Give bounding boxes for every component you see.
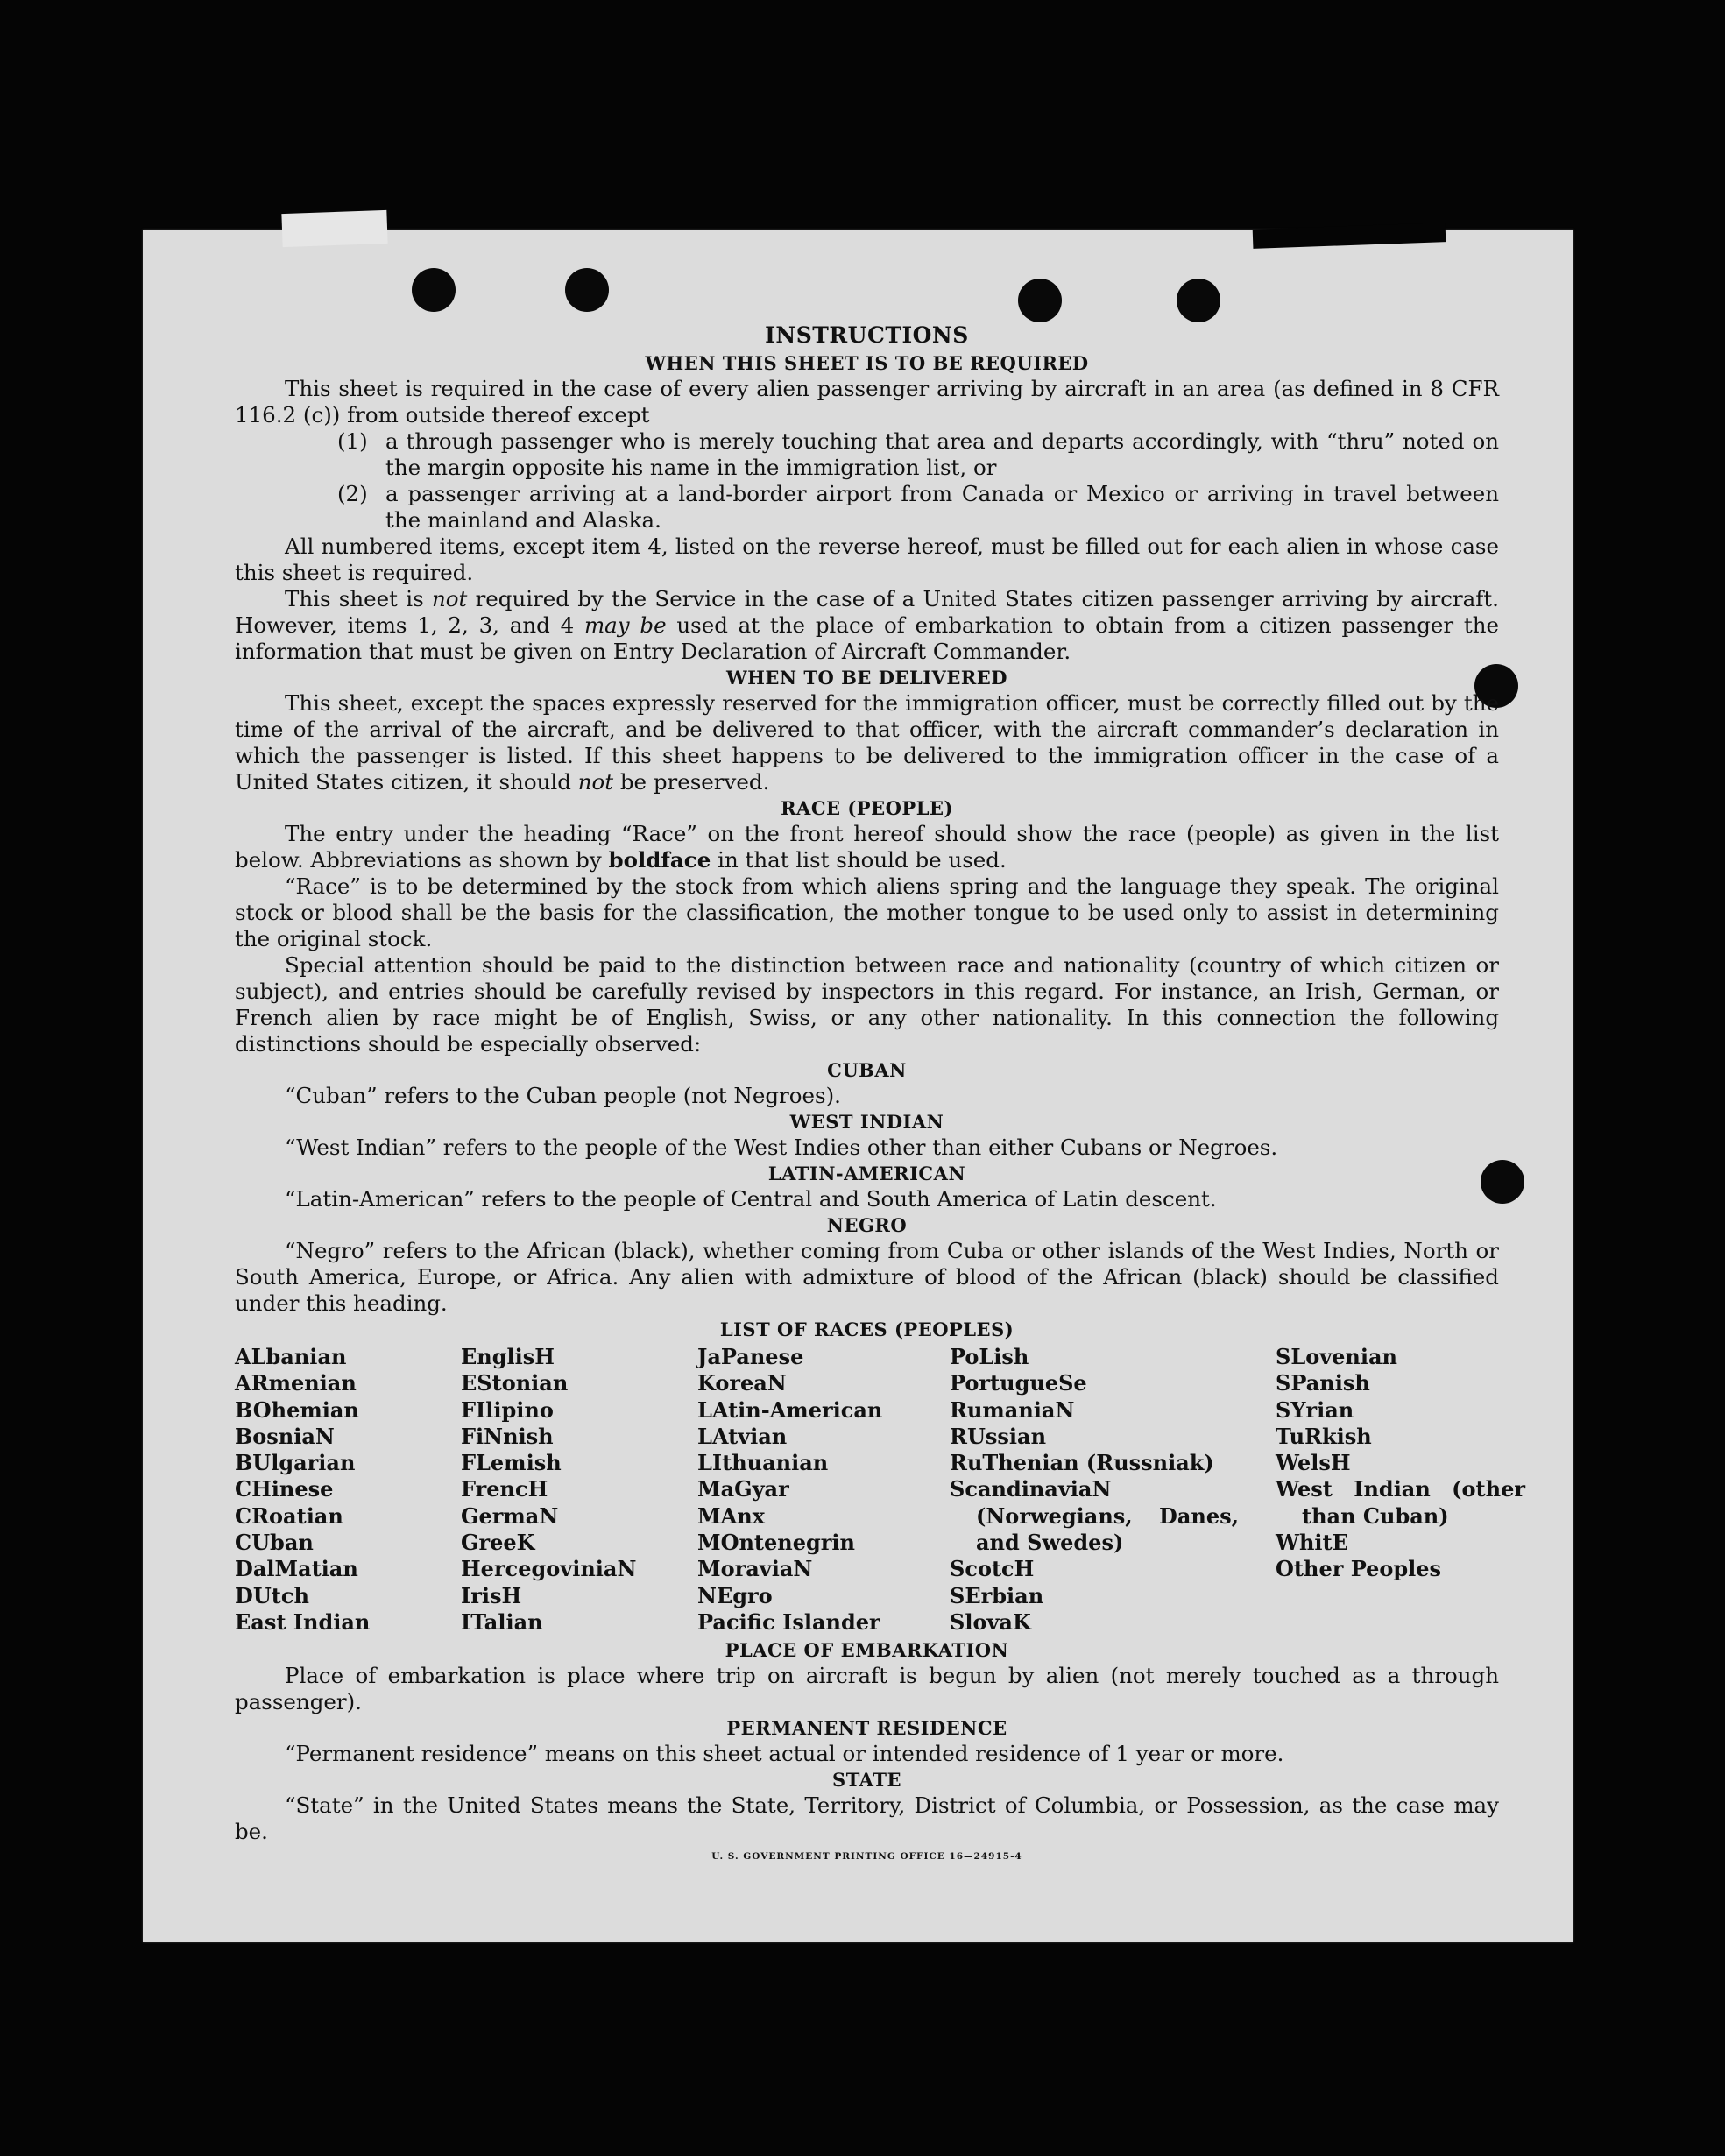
race-entry: BOhemian	[235, 1396, 359, 1423]
race-entry: LAtvian	[697, 1423, 788, 1449]
race-entry: SlovaK	[950, 1608, 1031, 1635]
race-entry: PortugueSe	[950, 1370, 1087, 1396]
section-heading: WEST INDIAN	[789, 1111, 944, 1133]
paragraph: This sheet is required in the case of every alien passenger arriving by aircraft in an area (as defined in 8 CFR 116.2 (c)) from outside thereof except	[235, 376, 1499, 428]
item-number: (1)	[337, 428, 368, 454]
section-heading: STATE	[832, 1769, 901, 1792]
item-text: a passenger arriving at a land-border airport from Canada or Mexico or arriving in travel between the mainland and Alaska.	[385, 481, 1499, 533]
section-heading: NEGRO	[826, 1214, 908, 1236]
page-title: INSTRUCTIONS	[765, 322, 969, 348]
paragraph: All numbered items, except item 4, listed on the reverse hereof, must be filled out for each alien in whose case this sheet is required.	[235, 534, 1499, 585]
race-entry: FLemish	[461, 1450, 562, 1476]
paragraph: This sheet is not required by the Service in the case of a United States citizen passenger arriving by aircraft. However, items 1, 2, 3, and 4 may be used at the place of embarkation to obtain from a citizen passenger the information that must be given on Entry Declaration of Aircraft Commander.	[235, 586, 1499, 664]
punch-hole	[1018, 279, 1062, 322]
race-column	[697, 1344, 950, 1636]
section-heading: WHEN THIS SHEET IS TO BE REQUIRED	[645, 352, 1089, 374]
race-entry: MaGyar	[697, 1476, 789, 1502]
race-entry: SErbian	[950, 1582, 1044, 1608]
race-entry: Other Peoples	[1276, 1556, 1442, 1582]
race-entry: East Indian	[235, 1608, 371, 1635]
race-entry: JaPanese	[697, 1344, 804, 1369]
paragraph: “Race” is to be determined by the stock from which aliens spring and the language they speak. The original stock or blood shall be the basis for the classification, the mother tongue to be used only to assist in determining the original stock.	[235, 873, 1499, 951]
paragraph: This sheet, except the spaces expressly reserved for the immigration officer, must be correctly filled out by the time of the arrival of the aircraft, and be delivered to that officer, with the aircraft commander’s declaration in which the passenger is listed. If this sheet happens to be delivered to the immigration officer in the case of a United States citizen, it should not be preserved.	[235, 690, 1499, 795]
section-heading: LIST OF RACES (PEOPLES)	[719, 1318, 1014, 1340]
torn-paper-edge	[281, 210, 387, 247]
paragraph: “Latin-American” refers to the people of Central and South America of Latin descent.	[285, 1186, 1217, 1212]
paragraph: “Permanent residence” means on this sheet actual or intended residence of 1 year or more.	[285, 1741, 1284, 1767]
punch-hole	[565, 268, 609, 312]
item-text: a through passenger who is merely touching that area and departs accordingly, with “thru” noted on the margin opposite his name in the immigration list, or	[385, 428, 1499, 480]
race-entry: ScotcH	[950, 1556, 1035, 1582]
race-entry: LIthuanian	[697, 1450, 829, 1476]
race-entry: ALbanian	[235, 1344, 347, 1369]
race-entry: West Indian (other than Cuban)	[1276, 1476, 1525, 1529]
paragraph: “West Indian” refers to the people of the West Indies other than either Cubans or Negroes.	[285, 1135, 1278, 1160]
race-entry: MoraviaN	[697, 1556, 813, 1582]
race-entry: WhitE	[1276, 1530, 1348, 1556]
race-entry: ITalian	[461, 1608, 543, 1635]
instructions-content	[235, 322, 1525, 1863]
race-entry: Pacific Islander	[697, 1608, 880, 1635]
race-entry: SLovenian	[1276, 1344, 1397, 1369]
race-entry: IrisH	[461, 1582, 522, 1608]
race-entry: RumaniaN	[950, 1396, 1075, 1423]
race-entry: MAnx	[697, 1502, 765, 1529]
section-heading: WHEN TO BE DELIVERED	[725, 667, 1007, 689]
race-column	[950, 1344, 1276, 1636]
race-column	[461, 1344, 697, 1636]
punch-hole	[412, 268, 456, 312]
paragraph: “Negro” refers to the African (black), whether coming from Cuba or other islands of the West Indies, North or South America, Europe, or Africa. Any alien with admixture of blood of the African (black) should be classified under this heading.	[235, 1238, 1499, 1316]
section-heading: PERMANENT RESIDENCE	[726, 1717, 1007, 1740]
section-heading: LATIN-AMERICAN	[767, 1163, 966, 1184]
race-column	[1276, 1344, 1525, 1636]
race-entry: MOntenegrin	[697, 1530, 855, 1556]
race-entry: CUban	[235, 1530, 314, 1556]
race-entry: FiNnish	[461, 1423, 554, 1449]
section-heading: PLACE OF EMBARKATION	[725, 1639, 1009, 1662]
race-entry: LAtin-American	[697, 1396, 883, 1423]
race-entry: RuThenian (Russniak)	[950, 1450, 1214, 1476]
race-entry: RUssian	[950, 1423, 1047, 1449]
punch-hole	[1177, 279, 1220, 322]
race-entry: ARmenian	[235, 1370, 357, 1396]
race-list	[235, 1344, 1525, 1636]
race-entry: FrencH	[461, 1476, 548, 1502]
race-entry: FIlipino	[461, 1396, 554, 1423]
race-entry: HercegoviniaN	[461, 1556, 637, 1582]
paragraph: Special attention should be paid to the distinction between race and nationality (country of which citizen or subject), and entries should be carefully revised by inspectors in this regard. For instance, an Irish, German, or French alien by race might be of English, Swiss, or any other nationality. In this connection the following distinctions should be especially observed:	[235, 952, 1499, 1057]
list-item	[337, 428, 1499, 481]
race-entry: SPanish	[1276, 1370, 1370, 1396]
race-entry: CHinese	[235, 1476, 334, 1502]
race-entry: DalMatian	[235, 1556, 358, 1582]
race-entry: SYrian	[1276, 1396, 1354, 1423]
section-heading: RACE (PEOPLE)	[781, 797, 953, 819]
race-entry: BUlgarian	[235, 1450, 356, 1476]
race-entry: NEgro	[697, 1582, 773, 1608]
race-entry: EStonian	[461, 1370, 569, 1396]
race-entry: EnglisH	[461, 1344, 555, 1369]
race-entry: BosniaN	[235, 1423, 335, 1449]
race-entry: KoreaN	[697, 1370, 787, 1396]
race-entry: DUtch	[235, 1582, 309, 1608]
section-heading: CUBAN	[827, 1059, 907, 1081]
race-entry: GermaN	[461, 1502, 559, 1529]
race-entry: TuRkish	[1276, 1423, 1372, 1449]
race-entry: PoLish	[950, 1344, 1029, 1369]
race-entry: ScandinaviaN (Norwegians, Danes, and Swedes)	[950, 1476, 1239, 1556]
list-item	[337, 481, 1499, 534]
race-entry: GreeK	[461, 1530, 535, 1556]
race-column	[235, 1344, 461, 1636]
paragraph: “State” in the United States means the State, Territory, District of Columbia, or Possession, as the case may be.	[235, 1792, 1499, 1845]
paragraph: The entry under the heading “Race” on the front hereof should show the race (people) as given in the list below. Abbreviations as shown by boldface in that list should be used.	[235, 821, 1499, 873]
item-number: (2)	[337, 481, 368, 506]
paragraph: Place of embarkation is place where trip on aircraft is begun by alien (not merely touched as a through passenger).	[235, 1663, 1499, 1715]
paragraph: “Cuban” refers to the Cuban people (not Negroes).	[285, 1083, 841, 1108]
printer-imprint: U. S. GOVERNMENT PRINTING OFFICE 16—24915-4	[711, 1851, 1022, 1863]
race-entry: WelsH	[1276, 1450, 1351, 1476]
race-entry: CRoatian	[235, 1502, 343, 1529]
